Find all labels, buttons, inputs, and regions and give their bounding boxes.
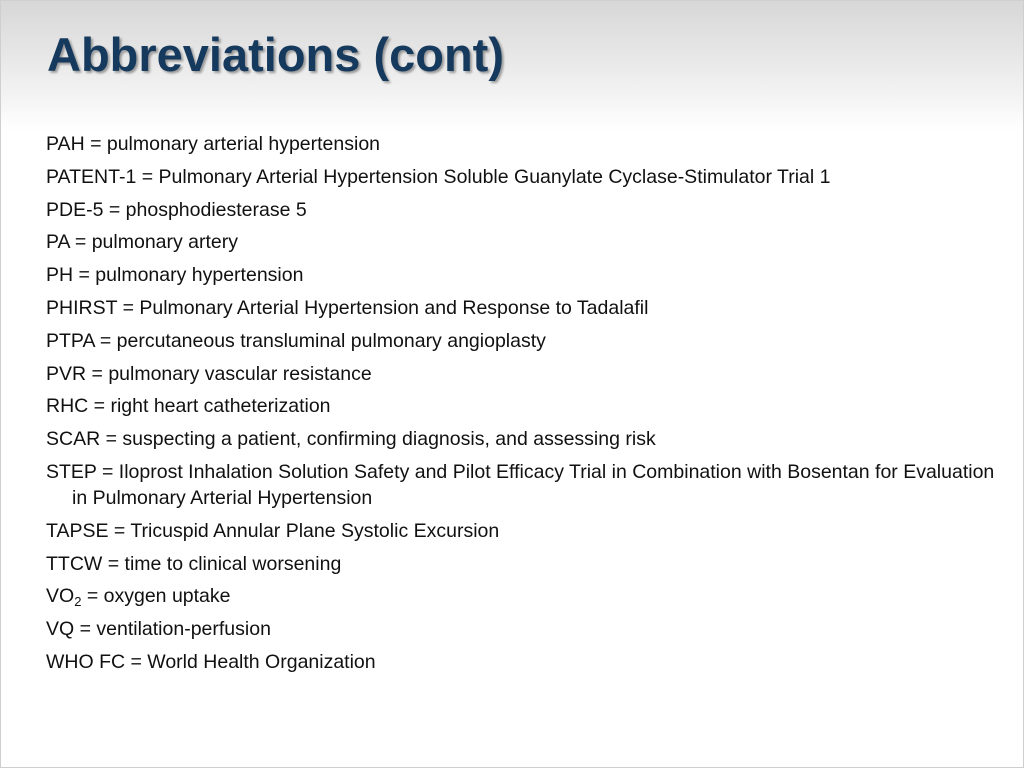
abbreviation-item-vo2 — [46, 583, 996, 609]
abbreviation-item-pde-5: PDE-5 = phosphodiesterase 5 — [46, 198, 307, 221]
abbreviation-item-patent-1: PATENT-1 = Pulmonary Arterial Hypertension Soluble Guanylate Cyclase-Stimulator Trial 1 — [46, 165, 831, 188]
slide-title: Abbreviations (cont) — [47, 28, 504, 81]
abbreviation-item-ttcw: TTCW = time to clinical worsening — [46, 552, 342, 575]
abbreviation-item-rhc: RHC = right heart catheterization — [46, 395, 331, 418]
abbreviation-item-phirst: PHIRST = Pulmonary Arterial Hypertension and Response to Tadalafil — [46, 296, 649, 319]
abbreviation-list — [46, 131, 996, 682]
vo2-definition: = oxygen uptake — [81, 585, 231, 608]
abbreviation-item-scar: SCAR = suspecting a patient, confirming diagnosis, and assessing risk — [46, 428, 656, 451]
abbreviation-item-tapse: TAPSE = Tricuspid Annular Plane Systolic Excursion — [46, 519, 500, 542]
abbreviation-item-vq: VQ = ventilation-perfusion — [46, 618, 271, 641]
abbreviation-item-ptpa: PTPA = percutaneous transluminal pulmonary angioplasty — [46, 329, 546, 352]
vo2-prefix: VO — [46, 585, 75, 608]
abbreviation-item-pvr: PVR = pulmonary vascular resistance — [46, 362, 372, 385]
abbreviation-item-pah: PAH = pulmonary arterial hypertension — [46, 133, 381, 155]
abbreviation-item-step: STEP = Iloprost Inhalation Solution Safety and Pilot Efficacy Trial in Combination with Bosentan for Evaluation in Pulmonary Arterial Hypertension — [46, 460, 995, 509]
abbreviation-item-ph: PH = pulmonary hypertension — [46, 264, 304, 287]
abbreviation-item-pa: PA = pulmonary artery — [46, 231, 239, 254]
abbreviation-item-who-fc: WHO FC = World Health Organization — [46, 650, 376, 673]
vo2-subscript: 2 — [74, 594, 82, 610]
